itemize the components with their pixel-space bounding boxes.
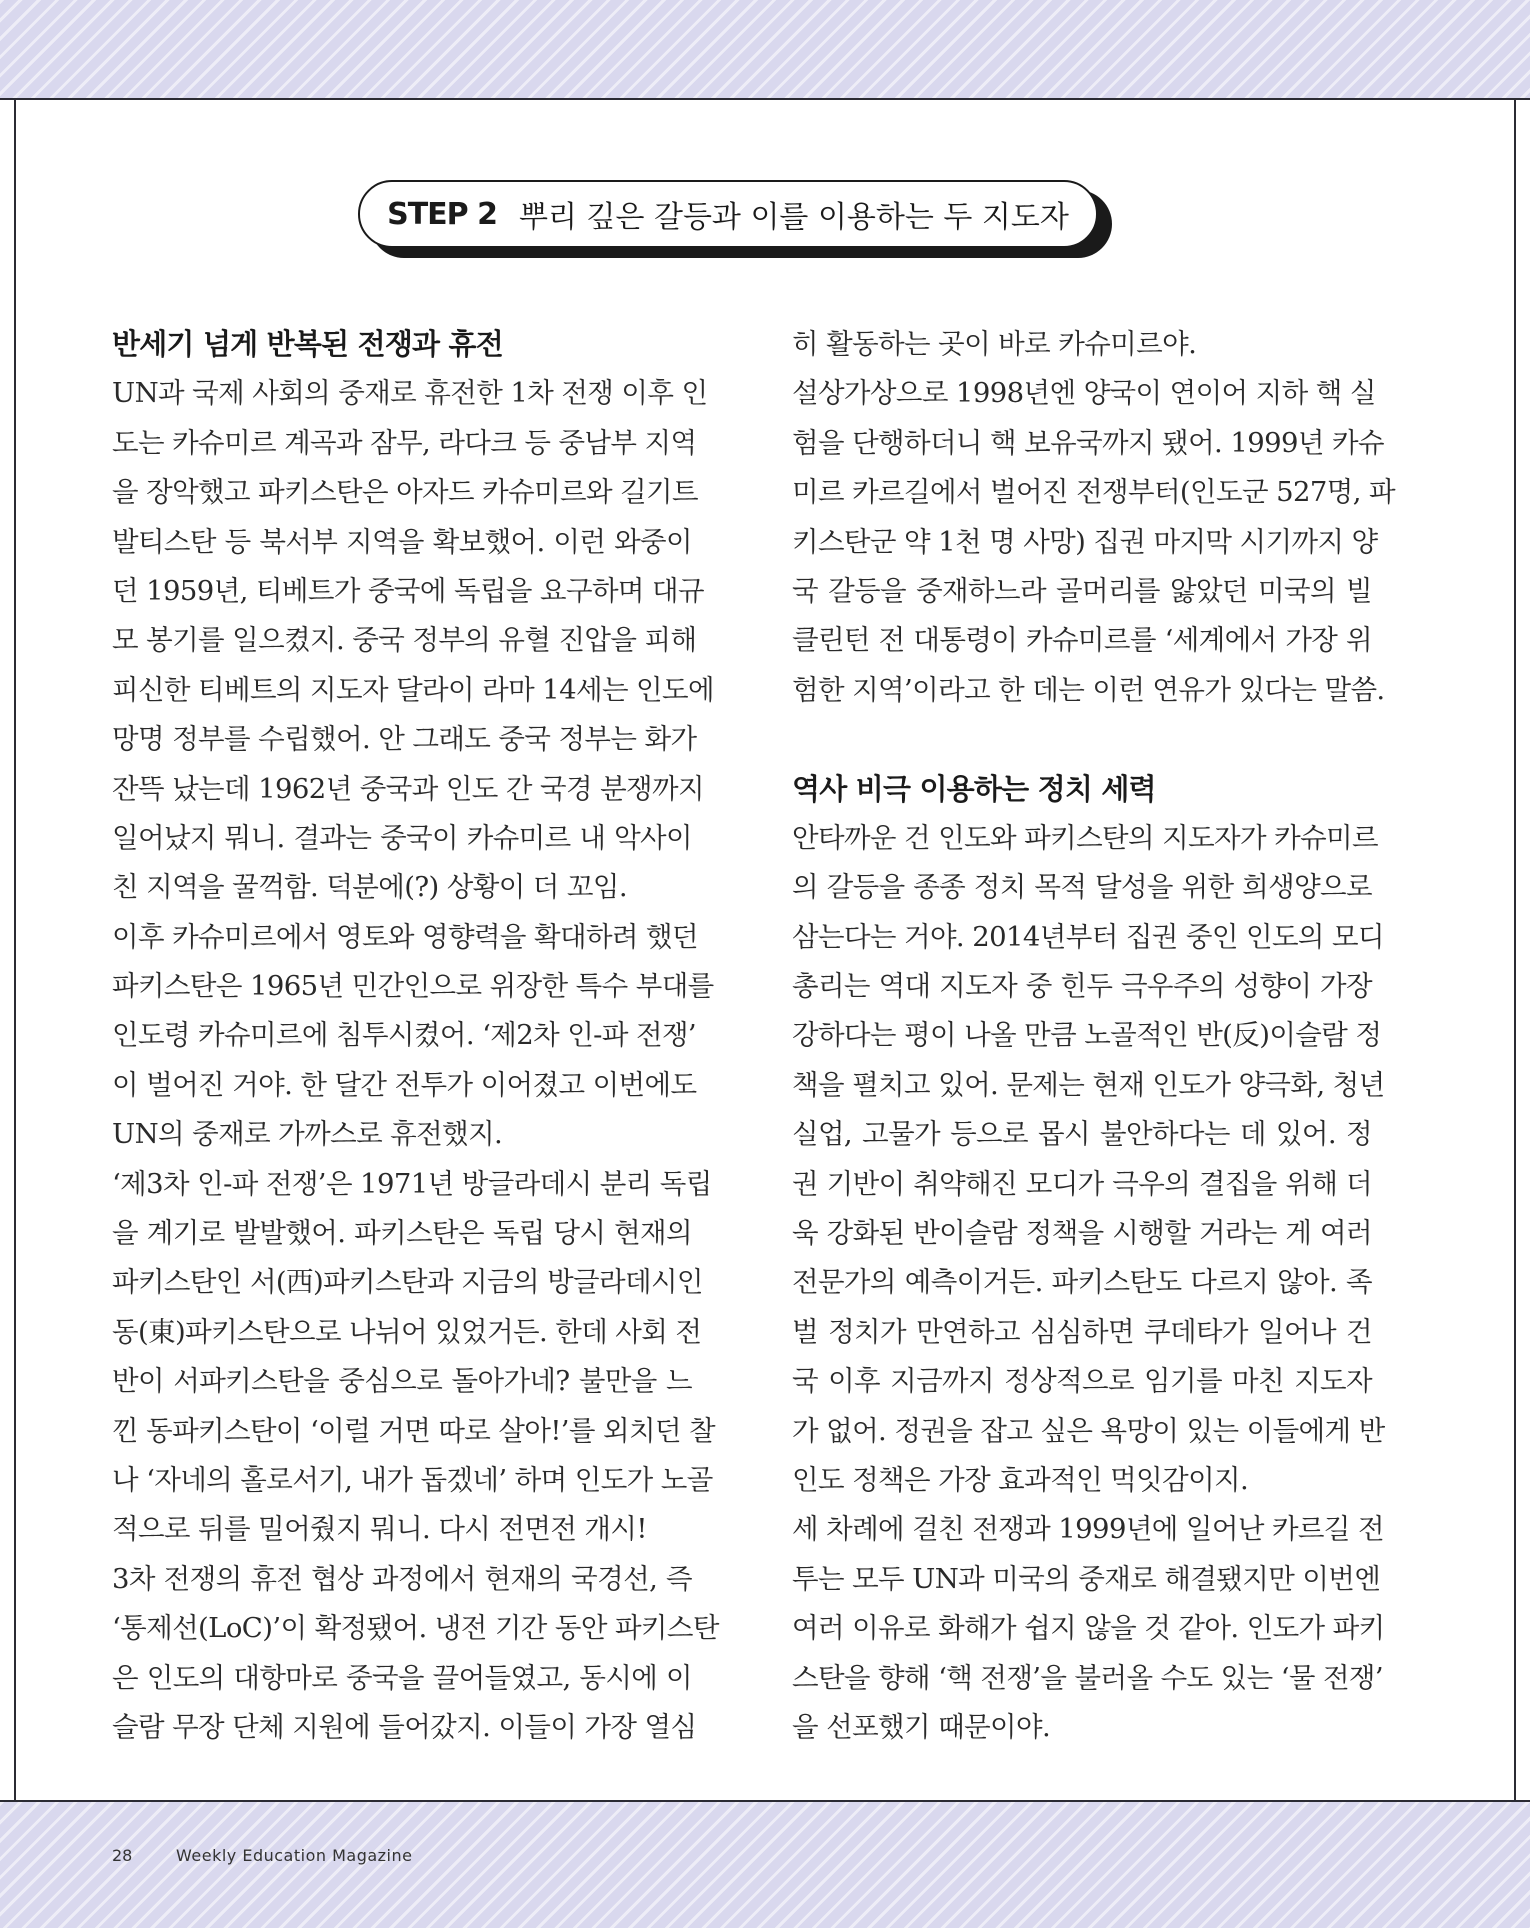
right-heading: 역사 비극 이용하는 정치 세력	[792, 771, 1156, 806]
text-line: 친 지역을 꿀꺽함. 덕분에(?) 상황이 더 꼬임.	[112, 871, 627, 904]
text-line: 욱 강화된 반이슬람 정책을 시행할 거라는 게 여러	[792, 1217, 1372, 1250]
text-line: 국 갈등을 중재하느라 골머리를 앓았던 미국의 빌	[792, 574, 1372, 607]
text-line: 투는 모두 UN과 미국의 중재로 해결됐지만 이번엔	[792, 1562, 1381, 1595]
right-body-text-bottom	[792, 814, 1385, 1752]
text-line: 권 기반이 취약해진 모디가 극우의 결집을 위해 더	[792, 1167, 1372, 1200]
right-body-text-top	[792, 320, 1396, 715]
magazine-name: Weekly Education Magazine	[176, 1846, 413, 1865]
step-label: STEP 2	[387, 196, 497, 232]
text-line: 을 장악했고 파키스탄은 아자드 카슈미르와 길기트	[112, 476, 698, 509]
text-line: 3차 전쟁의 휴전 협상 과정에서 현재의 국경선, 즉	[112, 1562, 692, 1595]
text-line: 여러 이유로 화해가 쉽지 않을 것 같아. 인도가 파키	[792, 1612, 1385, 1645]
text-line: 가 없어. 정권을 잡고 싶은 욕망이 있는 이들에게 반	[792, 1414, 1385, 1447]
text-line: 실업, 고물가 등으로 몹시 불안하다는 데 있어. 정	[792, 1118, 1372, 1151]
text-line: 낀 동파키스탄이 ‘이럴 거면 따로 살아!’를 외치던 찰	[112, 1414, 716, 1447]
top-decorative-band	[0, 0, 1530, 100]
text-line: 파키스탄은 1965년 민간인으로 위장한 특수 부대를	[112, 970, 714, 1003]
right-column	[792, 320, 1396, 1752]
text-line: 은 인도의 대항마로 중국을 끌어들였고, 동시에 이	[112, 1661, 692, 1694]
text-line: 총리는 역대 지도자 중 힌두 극우주의 성향이 가장	[792, 970, 1372, 1003]
text-line: 삼는다는 거야. 2014년부터 집권 중인 인도의 모디	[792, 920, 1384, 953]
text-line: 을 계기로 발발했어. 파키스탄은 독립 당시 현재의	[112, 1217, 692, 1250]
text-line: 설상가상으로 1998년엔 양국이 연이어 지하 핵 실	[792, 377, 1376, 410]
text-line: 이 벌어진 거야. 한 달간 전투가 이어졌고 이번에도	[112, 1068, 697, 1101]
text-line: 적으로 뒤를 밀어줬지 뭐니. 다시 전면전 개시!	[112, 1513, 647, 1546]
section-title	[358, 180, 1098, 248]
text-line: ‘제3차 인-파 전쟁’은 1971년 방글라데시 분리 독립	[112, 1167, 712, 1200]
text-line: 슬람 무장 단체 지원에 들어갔지. 이들이 가장 열심	[112, 1710, 697, 1743]
text-line: 망명 정부를 수립했어. 안 그래도 중국 정부는 화가	[112, 723, 697, 756]
text-line: 벌 정치가 만연하고 심심하면 쿠데타가 일어나 건	[792, 1315, 1372, 1348]
text-line: UN과 국제 사회의 중재로 휴전한 1차 전쟁 이후 인	[112, 377, 708, 410]
paragraph-gap	[792, 715, 1372, 764]
text-line: ‘통제선(LoC)’이 확정됐어. 냉전 기간 동안 파키스탄	[112, 1612, 719, 1645]
text-line: 잔뜩 났는데 1962년 중국과 인도 간 국경 분쟁까지	[112, 772, 704, 805]
text-line: 클린턴 전 대통령이 카슈미르를 ‘세계에서 가장 위	[792, 624, 1372, 657]
text-line: 미르 카르길에서 벌어진 전쟁부터(인도군 527명, 파	[792, 476, 1396, 509]
left-heading: 반세기 넘게 반복된 전쟁과 휴전	[112, 327, 503, 361]
page-frame-left	[14, 98, 16, 1800]
text-line: 피신한 티베트의 지도자 달라이 라마 14세는 인도에	[112, 673, 714, 706]
text-line: 스탄을 향해 ‘핵 전쟁’을 불러올 수도 있는 ‘물 전쟁’	[792, 1661, 1384, 1694]
text-line: 전문가의 예측이거든. 파키스탄도 다르지 않아. 족	[792, 1266, 1372, 1299]
text-line: 인도 정책은 가장 효과적인 먹잇감이지.	[792, 1463, 1249, 1496]
text-line: 동(東)파키스탄으로 나뉘어 있었거든. 한데 사회 전	[112, 1315, 702, 1348]
left-body-text	[112, 369, 719, 1752]
text-line: 세 차례에 걸친 전쟁과 1999년에 일어난 카르길 전	[792, 1513, 1384, 1546]
text-line: 던 1959년, 티베트가 중국에 독립을 요구하며 대규	[112, 574, 704, 607]
text-line: 발티스탄 등 북서부 지역을 확보했어. 이런 와중이	[112, 525, 692, 558]
page-number: 28	[112, 1846, 133, 1865]
text-line: 국 이후 지금까지 정상적으로 임기를 마친 지도자	[792, 1365, 1372, 1398]
text-line: 일어났지 뭐니. 결과는 중국이 카슈미르 내 악사이	[112, 821, 692, 854]
text-line: UN의 중재로 가까스로 휴전했지.	[112, 1118, 503, 1151]
text-line: 이후 카슈미르에서 영토와 영향력을 확대하려 했던	[112, 920, 698, 953]
left-column	[112, 320, 719, 1752]
page-frame-right	[1514, 98, 1516, 1800]
text-line: 강하다는 평이 나올 만큼 노골적인 반(反)이슬람 정	[792, 1019, 1382, 1052]
text-line: 나 ‘자네의 홀로서기, 내가 돕겠네’ 하며 인도가 노골	[112, 1463, 713, 1496]
text-line: 도는 카슈미르 계곡과 잠무, 라다크 등 중남부 지역	[112, 426, 697, 459]
text-line: 모 봉기를 일으켰지. 중국 정부의 유혈 진압을 피해	[112, 624, 697, 657]
text-line: 을 선포했기 때문이야.	[792, 1710, 1051, 1743]
text-line: 안타까운 건 인도와 파키스탄의 지도자가 카슈미르	[792, 821, 1378, 854]
text-line: 인도령 카슈미르에 침투시켰어. ‘제2차 인-파 전쟁’	[112, 1019, 697, 1052]
text-line: 험한 지역’이라고 한 데는 이런 연유가 있다는 말씀.	[792, 673, 1385, 706]
text-line: 반이 서파키스탄을 중심으로 돌아가네? 불만을 느	[112, 1365, 692, 1398]
text-line: 히 활동하는 곳이 바로 카슈미르야.	[792, 328, 1197, 360]
text-line: 책을 펼치고 있어. 문제는 현재 인도가 양극화, 청년	[792, 1068, 1385, 1101]
text-line: 의 갈등을 종종 정치 목적 달성을 위한 희생양으로	[792, 871, 1372, 904]
text-line: 키스탄군 약 1천 명 사망) 집권 마지막 시기까지 양	[792, 525, 1378, 558]
section-title-text: 뿌리 깊은 갈등과 이를 이용하는 두 지도자	[518, 200, 1069, 235]
text-line: 험을 단행하더니 핵 보유국까지 됐어. 1999년 카슈	[792, 426, 1384, 459]
text-line: 파키스탄인 서(西)파키스탄과 지금의 방글라데시인	[112, 1266, 703, 1299]
